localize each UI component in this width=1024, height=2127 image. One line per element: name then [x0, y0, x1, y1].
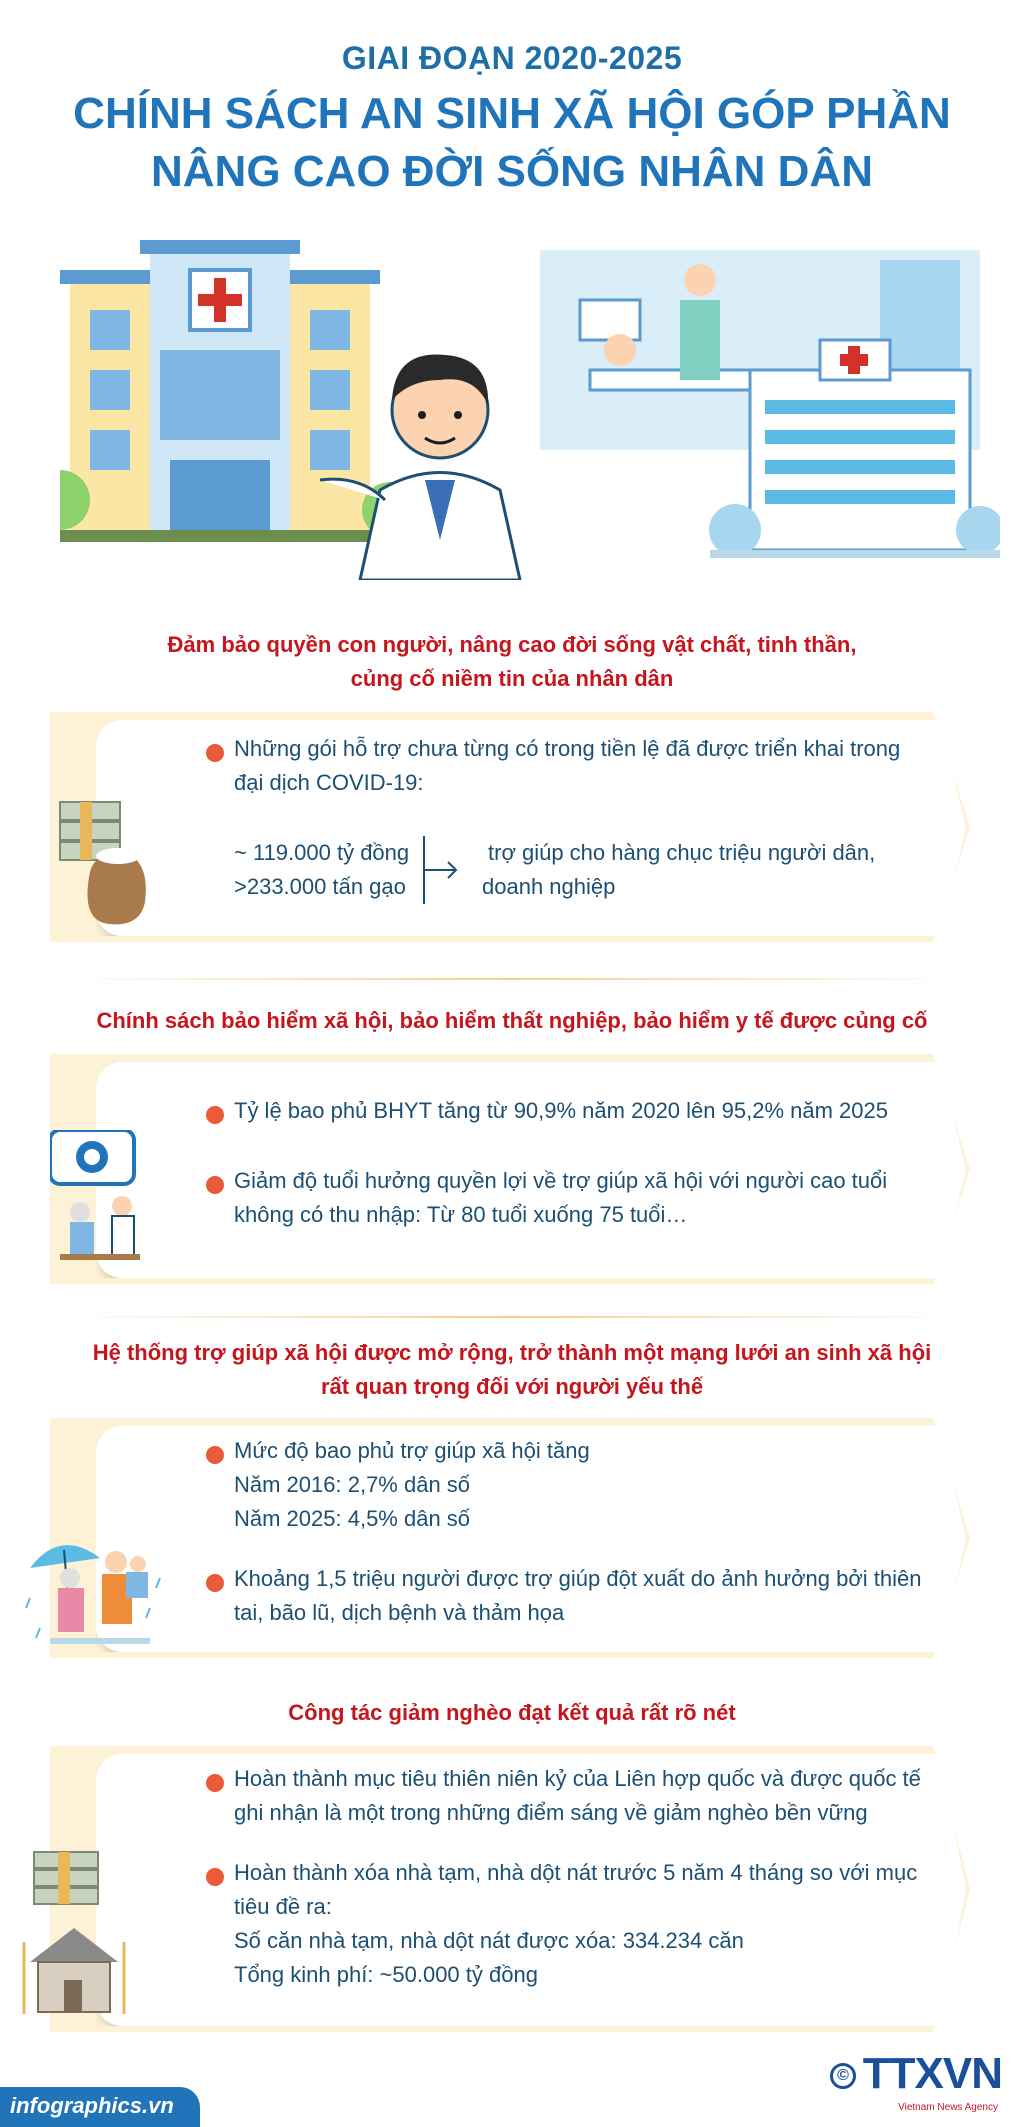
section-4-item2-line1: Hoàn thành xóa nhà tạm, nhà dột nát trước 5 năm 4 tháng so với mục	[234, 1860, 918, 1885]
section-4-item2-line2: tiêu đề ra:	[234, 1894, 332, 1919]
section-2-card	[50, 1054, 970, 1284]
section-3-item2-line2: tai, bão lũ, dịch bệnh và thảm họa	[234, 1600, 565, 1625]
bullet	[206, 744, 224, 762]
house-construction-icon	[14, 1842, 134, 2022]
section-3-item2-line1: Khoảng 1,5 triệu người được trợ giúp đột xuất do ảnh hưởng bởi thiên	[234, 1566, 922, 1591]
section-1-benefit-line1: trợ giúp cho hàng chục triệu người dân,	[488, 840, 876, 865]
bullet	[206, 1774, 224, 1792]
footer-site-link[interactable]: infographics.vn	[10, 2093, 174, 2118]
section-1-title	[0, 628, 1024, 696]
section-3-item1-line3: Năm 2025: 4,5% dân số	[234, 1506, 471, 1531]
section-2-item2-line1: Giảm độ tuổi hưởng quyền lợi về trợ giúp xã hội với người cao tuổi	[234, 1168, 888, 1193]
section-1-amount-rice: >233.000 tấn gạo	[234, 874, 406, 899]
bullet	[206, 1868, 224, 1886]
bracket-arrow-icon	[420, 834, 460, 906]
section-3-title-line1: Hệ thống trợ giúp xã hội được mở rộng, trở thành một mạng lưới an sinh xã hội	[92, 1340, 932, 1365]
section-4-item2-line3: Số căn nhà tạm, nhà dột nát được xóa: 334.234 căn	[234, 1928, 744, 1953]
brand-logo: TTXVN	[862, 2049, 1002, 2098]
umbrella-family-icon	[20, 1528, 170, 1658]
section-4-item1-line1: Hoàn thành mục tiêu thiên niên kỷ của Liên hợp quốc và được quốc tế	[234, 1766, 921, 1791]
elderly-care-icon	[50, 1130, 150, 1280]
section-1-title-line2: củng cố niềm tin của nhân dân	[350, 666, 674, 691]
section-2-item2-line2: không có thu nhập: Từ 80 tuổi xuống 75 tuổi…	[234, 1202, 688, 1227]
section-1-intro-line2: đại dịch COVID-19:	[234, 770, 424, 795]
page-title-line2: NÂNG CAO ĐỜI SỐNG NHÂN DÂN	[151, 147, 873, 196]
section-1-title-line1: Đảm bảo quyền con người, nâng cao đời sống vật chất, tinh thần,	[167, 632, 857, 657]
section-3-card	[50, 1418, 970, 1658]
section-3-item1-line2: Năm 2016: 2,7% dân số	[234, 1472, 471, 1497]
section-2-item1: Tỷ lệ bao phủ BHYT tăng từ 90,9% năm 2020 lên 95,2% năm 2025	[234, 1098, 888, 1123]
bullet	[206, 1106, 224, 1124]
section-4-item1-line2: ghi nhận là một trong những điểm sáng về giảm nghèo bền vững	[234, 1800, 868, 1825]
section-1-card	[50, 712, 970, 942]
money-rice-icon	[50, 792, 150, 932]
page-title-line1: CHÍNH SÁCH AN SINH XÃ HỘI GÓP PHẦN	[73, 89, 951, 138]
hospital-building-right-icon	[709, 340, 1000, 558]
period-label: GIAI ĐOẠN 2020-2025	[341, 40, 683, 76]
section-4-title: Công tác giảm nghèo đạt kết quả rất rõ nét	[288, 1700, 736, 1725]
brand-subtitle: Vietnam News Agency	[898, 2102, 998, 2113]
divider	[60, 978, 960, 980]
header	[0, 40, 1024, 201]
section-1-amount-money: ~ 119.000 tỷ đồng	[234, 840, 410, 865]
bullet	[206, 1446, 224, 1464]
section-1-benefit-line2: doanh nghiệp	[482, 874, 616, 899]
hospital-doctor-illustration	[60, 240, 1000, 580]
copyright-icon: ©	[830, 2063, 856, 2089]
section-1-intro-line1: Những gói hỗ trợ chưa từng có trong tiền lệ đã được triển khai trong	[234, 736, 901, 761]
hospital-building-icon	[60, 240, 418, 542]
section-3-title-line2: rất quan trọng đối với người yếu thế	[320, 1374, 704, 1399]
section-3-item1-line1: Mức độ bao phủ trợ giúp xã hội tăng	[234, 1438, 590, 1463]
section-2-title: Chính sách bảo hiểm xã hội, bảo hiểm thất nghiệp, bảo hiểm y tế được củng cố	[96, 1008, 928, 1033]
section-4-card	[50, 1746, 970, 2032]
bullet	[206, 1574, 224, 1592]
section-4-item2-line4: Tổng kinh phí: ~50.000 tỷ đồng	[234, 1962, 538, 1987]
divider	[60, 1316, 960, 1318]
section-3-title	[0, 1336, 1024, 1404]
bullet	[206, 1176, 224, 1194]
